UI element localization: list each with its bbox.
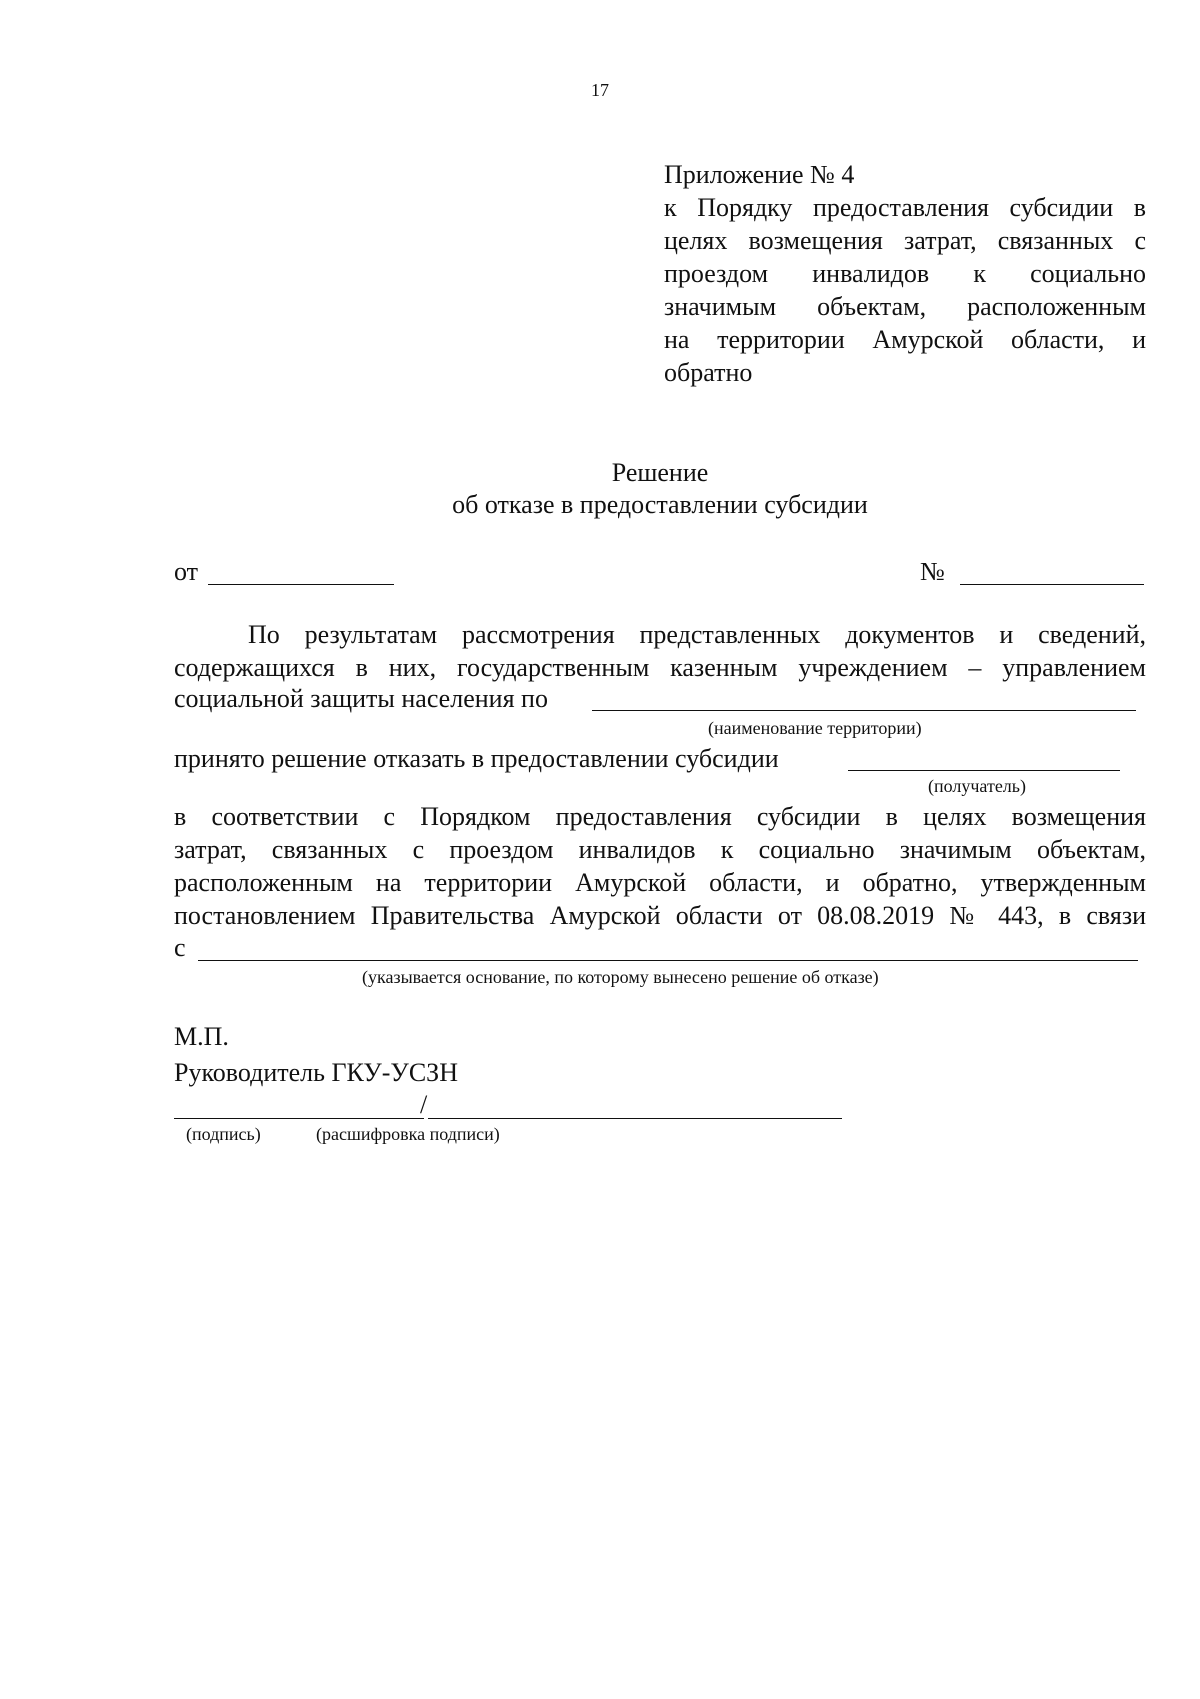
decode-caption: (расшифровка подписи) <box>316 1124 500 1144</box>
paragraph-line: По результатам рассмотрения представленных документов и сведений, <box>248 620 1146 649</box>
document-title: Решение <box>611 458 709 487</box>
paragraph-line: содержащихся в них, государственным казенным учреждением – управлением <box>174 653 1146 682</box>
signature-caption: (подпись) <box>186 1124 261 1144</box>
paragraph-line: расположенным на территории Амурской области, и обратно, утвержденным <box>174 868 1146 897</box>
paragraph-1 <box>174 618 1146 684</box>
number-blank[interactable] <box>960 584 1144 585</box>
paragraph-line: с <box>174 933 186 962</box>
date-label: от <box>174 557 199 586</box>
reason-caption: (указывается основание, по которому вынесено решение об отказе) <box>362 967 879 987</box>
paragraph-line: постановлением Правительства Амурской области от 08.08.2019 № 443, в связи <box>174 901 1146 930</box>
appendix-line: на территории Амурской области, и <box>664 325 1146 354</box>
recipient-caption: (получатель) <box>928 776 1026 796</box>
appendix-line: целях возмещения затрат, связанных с <box>664 226 1146 255</box>
appendix-line: проездом инвалидов к социально <box>664 259 1146 288</box>
signature-decode-blank[interactable] <box>428 1118 842 1119</box>
decision-text: принято решение отказать в предоставлении субсидии <box>174 744 779 773</box>
appendix-line: обратно <box>664 358 753 387</box>
territory-blank[interactable] <box>592 710 1136 711</box>
stamp-label: М.П. <box>174 1022 229 1051</box>
paragraph-line: в соответствии с Порядком предоставления субсидии в целях возмещения <box>174 802 1146 831</box>
document-subtitle: об отказе в предоставлении субсидии <box>452 490 868 519</box>
paragraph-2 <box>174 800 1146 932</box>
signature-slash: / <box>420 1090 428 1119</box>
signature-blank[interactable] <box>174 1118 424 1119</box>
appendix-line: к Порядку предоставления субсидии в <box>664 193 1146 222</box>
appendix-title: Приложение № 4 <box>664 160 855 189</box>
paragraph-line: социальной защиты населения по <box>174 684 548 713</box>
head-title: Руководитель ГКУ-УСЗН <box>174 1058 458 1087</box>
appendix-line: значимым объектам, расположенным <box>664 292 1146 321</box>
appendix-block <box>664 158 1146 389</box>
date-blank[interactable] <box>208 584 394 585</box>
recipient-blank[interactable] <box>848 770 1120 771</box>
paragraph-line: затрат, связанных с проездом инвалидов к социально значимым объектам, <box>174 835 1146 864</box>
territory-caption: (наименование территории) <box>708 718 922 738</box>
number-label: № <box>920 557 945 586</box>
reason-blank[interactable] <box>198 960 1138 961</box>
page-number: 17 <box>591 80 609 100</box>
